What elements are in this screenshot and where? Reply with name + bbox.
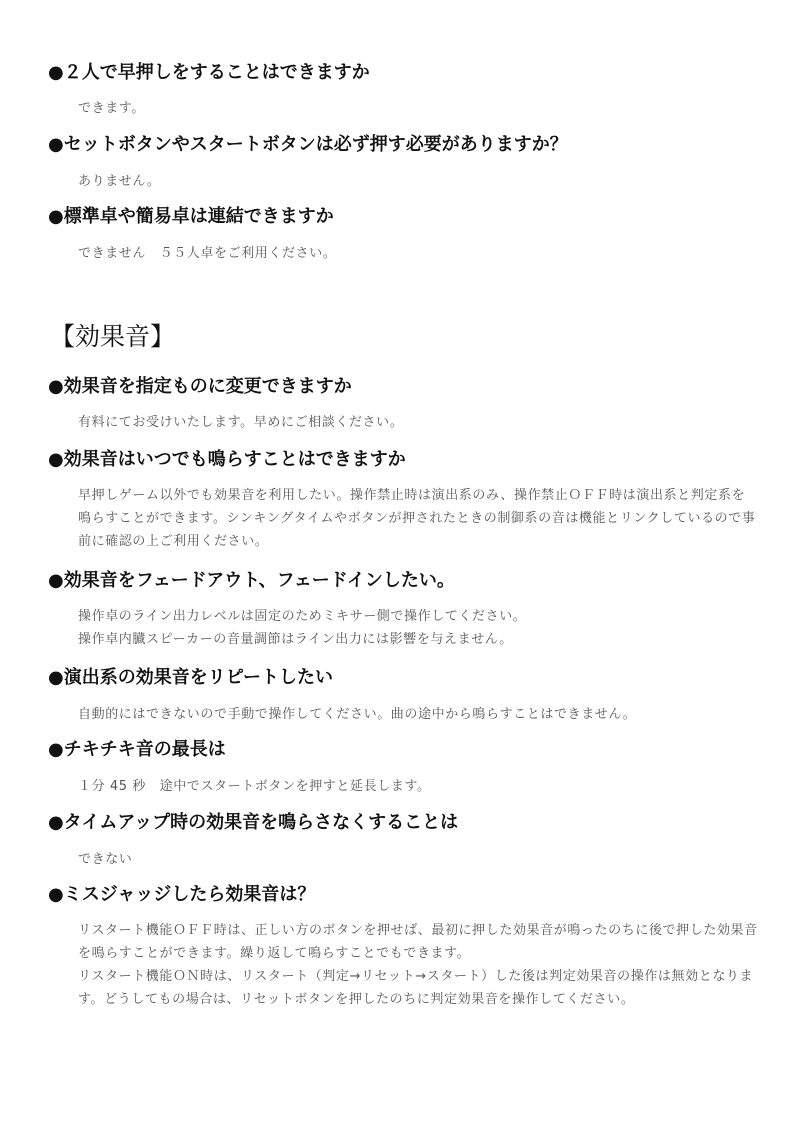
answer-paragraph: 操作卓内臓スピーカーの音量調節はライン出力には影響を与えません。	[78, 632, 513, 647]
faq-question: ●効果音はいつでも鳴らすことはできますか	[48, 449, 406, 470]
faq-question: ●標準卓や簡易卓は連結できますか	[48, 206, 334, 227]
answer-paragraph: できない	[78, 852, 133, 867]
answer-paragraph: 自動的にはできないので手動で操作してください。曲の途中から鳴らすことはできません。	[78, 707, 637, 722]
answer-paragraph: 有料にてお受けいたします。早めにご相談ください。	[78, 415, 404, 430]
answer-paragraph: できません ５５人卓をご利用ください。	[78, 246, 337, 261]
faq-answer	[78, 775, 758, 798]
answer-paragraph: リスタート機能ＯＦＦ時は、正しい方のボタンを押せば、最初に押した効果音が鳴ったのちに後で押した効果音を鳴らすことができます。繰り返して鳴らすことでもできます。	[78, 923, 758, 961]
faq-answer	[78, 848, 758, 871]
section-heading: 【効果音】	[50, 322, 176, 351]
answer-paragraph: できます。	[78, 101, 145, 116]
faq-answer	[78, 411, 758, 434]
faq-answer	[78, 703, 758, 726]
faq-answer	[78, 605, 758, 651]
faq-answer	[78, 484, 758, 553]
faq-question: ●２人で早押しをすることはできますか	[48, 62, 370, 83]
answer-paragraph: １分 45 秒 途中でスタートボタンを押すと延長します。	[78, 779, 431, 794]
faq-question: ●効果音を指定ものに変更できますか	[48, 376, 352, 397]
faq-question: ●チキチキ音の最長は	[48, 739, 226, 760]
faq-question: ●ミスジャッジしたら効果音は？	[48, 884, 316, 905]
faq-question: ●セットボタンやスタートボタンは必ず押す必要がありますか？	[48, 134, 568, 155]
answer-paragraph: ありません。	[78, 174, 161, 189]
answer-paragraph: リスタート機能ＯＮ時は、リスタート（判定→リセット→スタート）した後は判定効果音の操作は無効となります。どうしてもの場合は、リセットボタンを押したのちに判定効果音を操作してください。	[78, 969, 754, 1007]
faq-answer	[78, 242, 758, 265]
faq-question: ●演出系の効果音をリピートしたい	[48, 667, 333, 688]
answer-paragraph: 操作卓のライン出力レベルは固定のためミキサー側で操作してください。	[78, 609, 527, 624]
faq-question: ●効果音をフェードアウト、フェードインしたい。	[48, 570, 455, 591]
answer-paragraph: 早押しゲーム以外でも効果音を利用したい。操作禁止時は演出系のみ、操作禁止ＯＦＦ時は演出系と判定系を鳴らすことができます。シンキングタイムやボタンが押されたときの制御系の音は機能とリンクしているので事前に確認の上ご利用ください。	[78, 488, 756, 549]
faq-answer	[78, 170, 758, 193]
faq-answer	[78, 97, 758, 120]
faq-answer	[78, 919, 758, 1011]
faq-question: ●タイムアップ時の効果音を鳴らさなくすることは	[48, 812, 459, 833]
